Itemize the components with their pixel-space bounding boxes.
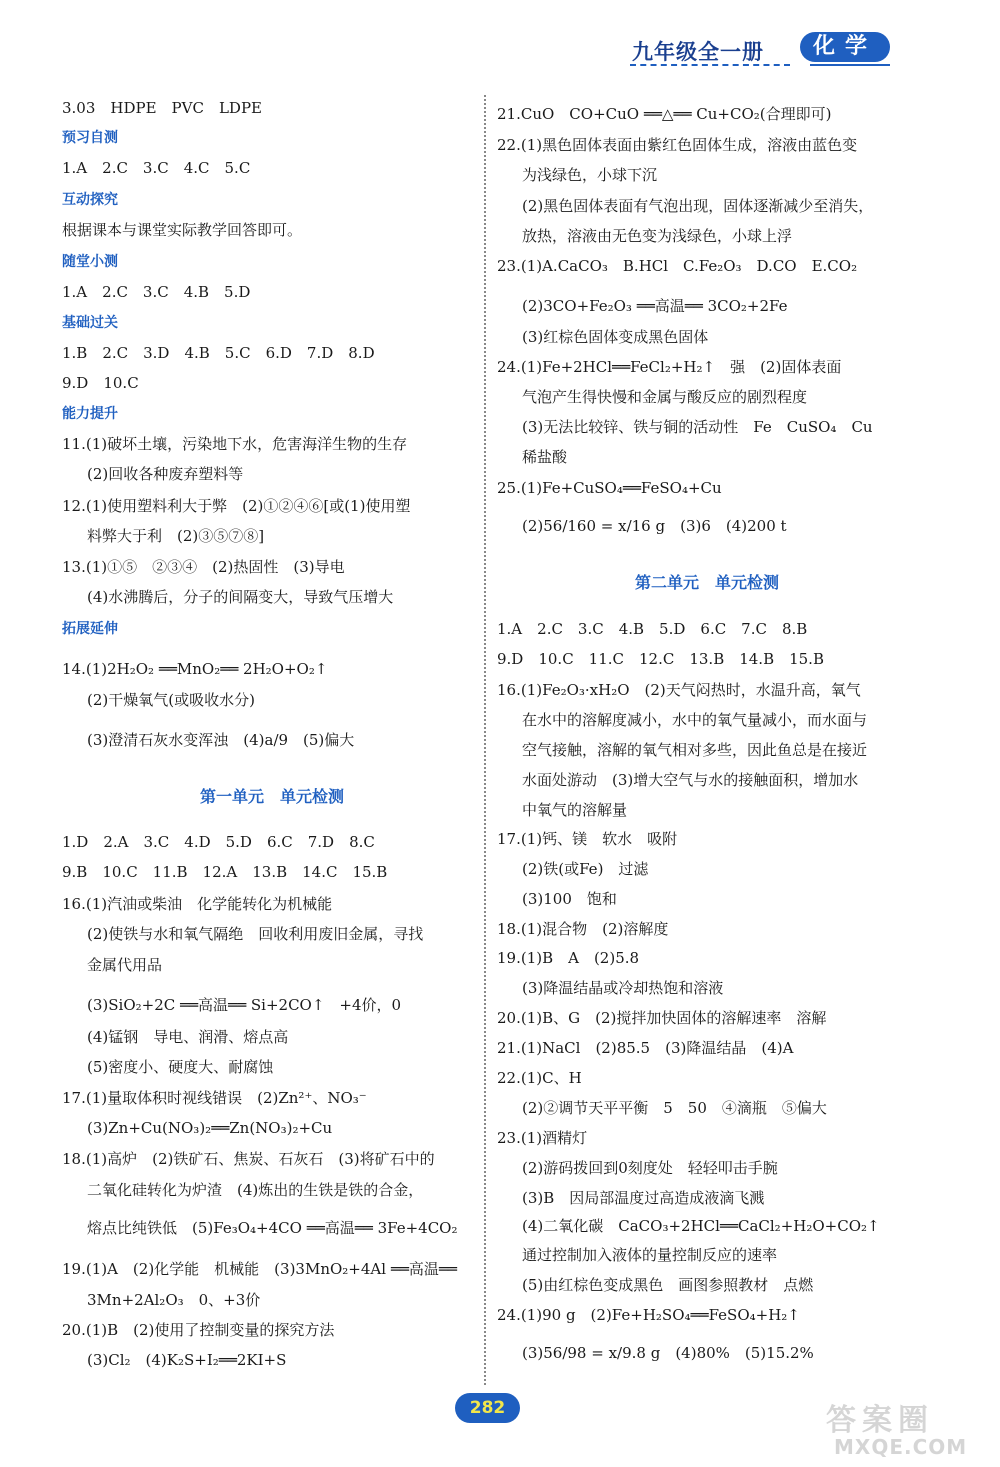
answer-line: 17.(1)量取体积时视线错误 (2)Zn²⁺、NO₃⁻ (62, 1089, 367, 1107)
answer-line: (3)降温结晶或冷却热饱和溶液 (522, 979, 724, 997)
answer-line: 11.(1)破坏土壤，污染地下水，危害海洋生物的生存 (62, 435, 408, 453)
answer-line: 18.(1)高炉 (2)铁矿石、焦炭、石灰石 (3)将矿石中的 (62, 1150, 435, 1168)
answer-line: 金属代用品 (87, 956, 163, 974)
answer-line: (3)100 饱和 (522, 890, 617, 908)
answer-line: 17.(1)钙、镁 软水 吸附 (497, 830, 678, 848)
answer-line: 9.B 10.C 11.B 12.A 13.B 14.C 15.B (62, 863, 388, 881)
answer-line: 23.(1)A.CaCO₃ B.HCl C.Fe₂O₃ D.CO E.CO₂ (497, 257, 858, 275)
answer-line: 水面处游动 (3)增大空气与水的接触面积，增加水 (522, 771, 859, 789)
answer-line: (3)红棕色固体变成黑色固体 (522, 328, 709, 346)
answer-line: 13.(1)①⑤ ②③④ (2)热固性 (3)导电 (62, 558, 345, 576)
grade-title: 九年级全一册 (632, 40, 764, 64)
section-heading: 预习自测 (62, 130, 118, 146)
section-heading: 互动探究 (62, 192, 118, 208)
answer-line: (3)Cl₂ (4)K₂S+I₂══2KI+S (87, 1351, 287, 1369)
answer-line: 19.(1)A (2)化学能 机械能 (3)3MnO₂+4Al ══高温══ (62, 1260, 457, 1278)
answer-line: 中氧气的溶解量 (522, 801, 628, 819)
answer-line: (3)SiO₂+2C ══高温══ Si+2CO↑ +4价，0 (87, 996, 402, 1014)
answer-line: 22.(1)C、H (497, 1069, 582, 1087)
answer-line: 1.D 2.A 3.C 4.D 5.D 6.C 7.D 8.C (62, 833, 375, 851)
watermark-text: 答案圈 (826, 1403, 934, 1438)
answer-line: 24.(1)Fe+2HCl══FeCl₂+H₂↑ 强 (2)固体表面 (497, 358, 842, 376)
answer-line: 25.(1)Fe+CuSO₄══FeSO₄+Cu (497, 479, 722, 497)
answer-line: (2)游码拨回到0刻度处 轻轻叩击手腕 (522, 1159, 778, 1177)
answer-line: 熔点比纯铁低 (5)Fe₃O₄+4CO ══高温══ 3Fe+4CO₂ (87, 1219, 458, 1237)
answer-line: 16.(1)Fe₂O₃·xH₂O (2)天气闷热时，水温升高，氧气 (497, 681, 861, 699)
answer-line: 9.D 10.C (62, 374, 139, 392)
answer-line: 放热，溶液由无色变为浅绿色，小球上浮 (522, 227, 793, 245)
answer-line: 为浅绿色，小球下沉 (522, 166, 658, 184)
answer-line: (2)回收各种废弃塑料等 (87, 465, 244, 483)
answer-line: 9.D 10.C 11.C 12.C 13.B 14.B 15.B (497, 650, 824, 668)
answer-line: 22.(1)黑色固体表面由紫红色固体生成，溶液由蓝色变 (497, 136, 858, 154)
answer-line: (4)水沸腾后，分子的间隔变大，导致气压增大 (87, 588, 394, 606)
answer-line: (4)锰钢 导电、润滑、熔点高 (87, 1028, 289, 1046)
answer-line: (2)56/160 = x/16 g (3)6 (4)200 t (522, 517, 787, 535)
section-heading: 拓展延伸 (62, 621, 118, 637)
unit-heading: 第二单元 单元检测 (634, 573, 779, 592)
page-number: 282 (455, 1393, 520, 1423)
answer-line: 1.A 2.C 3.C 4.B 5.D (62, 283, 251, 301)
answer-line: 1.A 2.C 3.C 4.C 5.C (62, 159, 251, 177)
answer-line: 20.(1)B (2)使用了控制变量的探究方法 (62, 1321, 335, 1339)
answer-line: 稀盐酸 (522, 448, 568, 466)
answer-line: (3)无法比较锌、铁与铜的活动性 Fe CuSO₄ Cu (522, 418, 873, 436)
section-heading: 能力提升 (62, 406, 118, 422)
subject-badge: 化学 (800, 32, 890, 62)
answer-line: 21.CuO CO+CuO ══△══ Cu+CO₂(合理即可) (497, 105, 832, 123)
answer-line: 气泡产生得快慢和金属与酸反应的剧烈程度 (522, 388, 808, 406)
answer-line: 根据课本与课堂实际教学回答即可。 (62, 221, 303, 239)
answer-line: (2)3CO+Fe₂O₃ ══高温══ 3CO₂+2Fe (522, 297, 788, 315)
answer-line: 18.(1)混合物 (2)溶解度 (497, 920, 669, 938)
answer-line: 21.(1)NaCl (2)85.5 (3)降温结晶 (4)A (497, 1039, 794, 1057)
header-divider (630, 64, 790, 66)
answer-line: 料弊大于利 (2)③⑤⑦⑧] (87, 527, 265, 545)
answer-line: 二氧化硅转化为炉渣 (4)炼出的生铁是铁的合金， (87, 1181, 424, 1199)
answer-line: (3)Zn+Cu(NO₃)₂══Zn(NO₃)₂+Cu (87, 1119, 333, 1137)
answer-line: (2)使铁与水和氧气隔绝 回收利用废旧金属，寻找 (87, 925, 424, 943)
answer-line: 空气接触，溶解的氧气相对多些，因此鱼总是在接近 (522, 741, 868, 759)
column-divider (484, 95, 486, 1385)
answer-line: (2)铁(或Fe) 过滤 (522, 860, 649, 878)
answer-line: (3)澄清石灰水变浑浊 (4)a/9 (5)偏大 (87, 731, 355, 749)
answer-line: (2)干燥氧气(或吸收水分) (87, 691, 255, 709)
answer-line: 24.(1)90 g (2)Fe+H₂SO₄══FeSO₄+H₂↑ (497, 1306, 800, 1324)
answer-line: (2)②调节天平平衡 5 50 ④滴瓶 ⑤偏大 (522, 1099, 827, 1117)
answer-line: 在水中的溶解度减小，水中的氧气量减小，而水面与 (522, 711, 868, 729)
watermark-url: MXQE.COM (834, 1435, 968, 1459)
page-header (630, 30, 895, 70)
answer-line: 1.A 2.C 3.C 4.B 5.D 6.C 7.C 8.B (497, 620, 808, 638)
answer-line: 19.(1)B A (2)5.8 (497, 949, 640, 967)
header-divider-right (810, 64, 890, 66)
answer-line: (3)56/98 = x/9.8 g (4)80% (5)15.2% (522, 1344, 814, 1362)
section-heading: 随堂小测 (62, 254, 118, 270)
watermark (820, 1395, 995, 1460)
answer-line: 23.(1)酒精灯 (497, 1129, 588, 1147)
answer-line: (5)由红棕色变成黑色 画图参照教材 点燃 (522, 1276, 814, 1294)
unit-heading: 第一单元 单元检测 (199, 787, 344, 806)
answer-line: 14.(1)2H₂O₂ ══MnO₂══ 2H₂O+O₂↑ (62, 660, 328, 678)
answer-line: (4)二氧化碳 CaCO₃+2HCl══CaCl₂+H₂O+CO₂↑ (522, 1217, 880, 1235)
answer-line: 12.(1)使用塑料利大于弊 (2)①②④⑥[或(1)使用塑 (62, 497, 411, 515)
answer-line: (5)密度小、硬度大、耐腐蚀 (87, 1058, 274, 1076)
answer-line: 16.(1)汽油或柴油 化学能转化为机械能 (62, 895, 333, 913)
answer-line: 3Mn+2Al₂O₃ 0、+3价 (87, 1291, 261, 1309)
section-heading: 基础过关 (62, 315, 118, 331)
answer-line: 通过控制加入液体的量控制反应的速率 (522, 1246, 778, 1264)
answer-line: (2)黑色固体表面有气泡出现，固体逐渐减少至消失， (522, 197, 874, 215)
answer-line: 20.(1)B、G (2)搅拌加快固体的溶解速率 溶解 (497, 1009, 827, 1027)
answer-line: 1.B 2.C 3.D 4.B 5.C 6.D 7.D 8.D (62, 344, 375, 362)
answer-line: (3)B 因局部温度过高造成液滴飞溅 (522, 1189, 765, 1207)
answer-line: 3.03 HDPE PVC LDPE (62, 99, 262, 117)
